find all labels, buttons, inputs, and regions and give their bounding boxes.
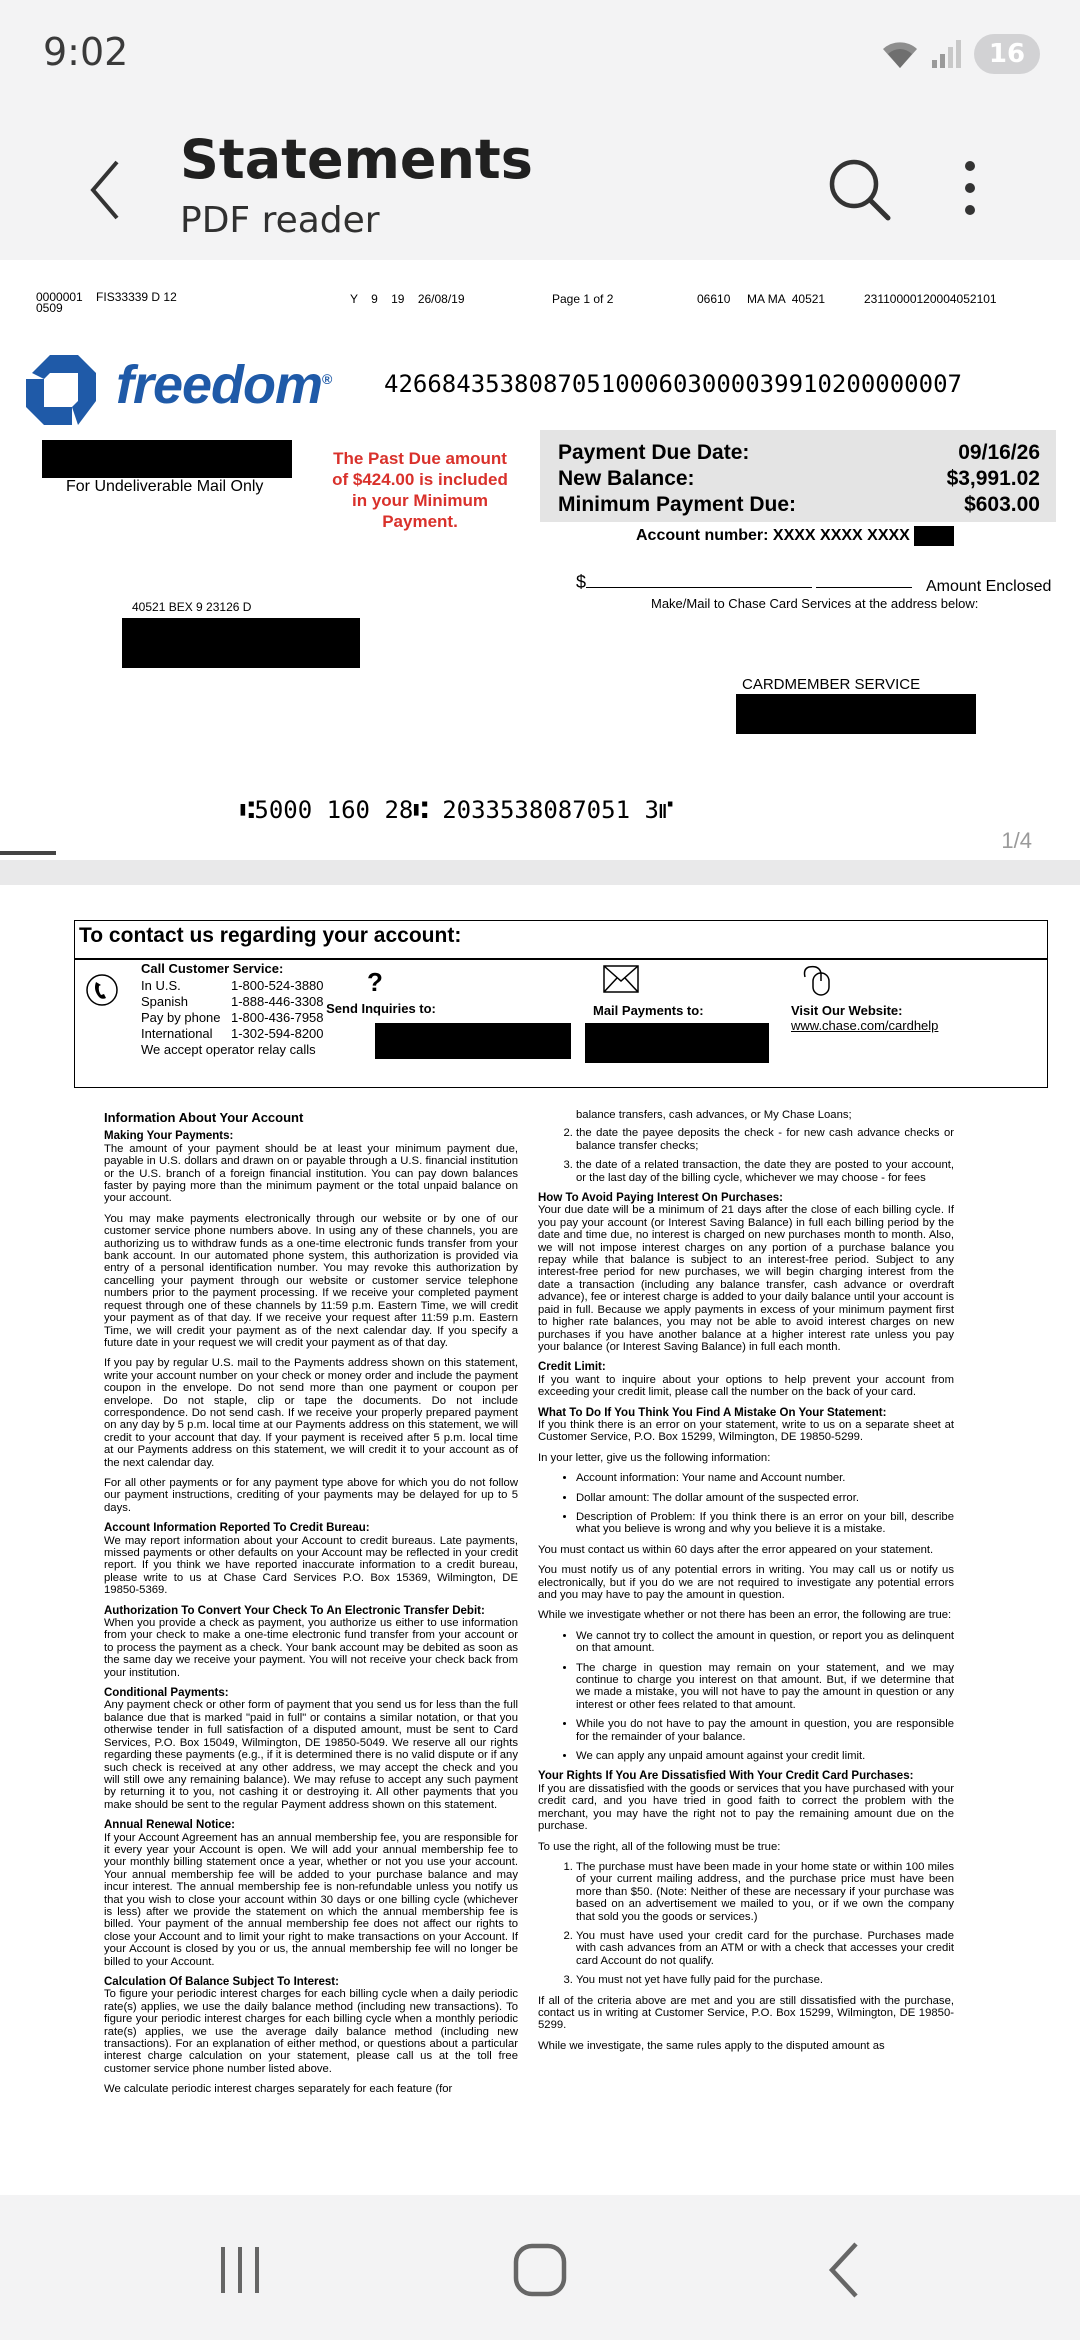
phone-number[interactable]: 1-800-524-3880	[231, 978, 324, 993]
payment-due-value: 09/16/26	[958, 441, 1040, 464]
paragraph: While we investigate whether or not there has been an error, the following are true:	[538, 1609, 952, 1622]
header-zip-code: 06610 MA MA 40521	[697, 292, 826, 306]
phone-list	[141, 978, 324, 1058]
phone-icon	[85, 973, 119, 1007]
header-reference: 23110000120004052101	[864, 292, 997, 306]
relay-note: We accept operator relay calls	[141, 1042, 316, 1057]
list-item: 2. You must have used your credit card for the purchase. Purchases made with cash advances from an ATM or with a check that accesses your credit card Account do not qualify.	[576, 1930, 954, 1967]
paragraph: If all of the criteria above are met and you are still dissatisfied with the purchase, contact us in writing at Customer Service, P.O. Box 15299, Wilmington, DE 19850-5299.	[538, 1994, 954, 2032]
redacted-payments-address	[585, 1023, 769, 1063]
paragraph: If you are dissatisfied with the goods or services that you have purchased with your credit card, and you have tried in good faith to correct the problem with the merchant, you may have the right not to pay the remaining amount due on the purchase.	[538, 1782, 954, 1833]
website-link[interactable]: www.chase.com/cardhelp	[791, 1018, 939, 1033]
info-right-column	[538, 1109, 954, 2060]
paragraph: You must notify us of any potential errors in writing. You may call us or notify us electronically, but if you do we are not required to investigate any potential errors and you may have to pay the amount in question.	[538, 1564, 954, 1601]
envelope-icon	[603, 965, 639, 993]
avoid-interest-heading: How To Avoid Paying Interest On Purchases:	[538, 1192, 783, 1205]
paragraph: If you want to inquire about your options to help prevent your account from exceeding your credit limit, please call the number on the back of your card.	[538, 1373, 954, 1399]
contact-divider	[75, 958, 1047, 960]
list-item: • We cannot try to collect the amount in question, or report you as delinquent on that amount.	[576, 1630, 954, 1655]
phone-label: In U.S.	[141, 978, 181, 993]
list-item: 3. You must not yet have fully paid for the purchase.	[576, 1974, 954, 1986]
paragraph: To use the right, all of the following must be true:	[538, 1840, 781, 1853]
list-item: • Account information: Your name and Account number.	[576, 1472, 954, 1484]
paragraph: For all other payments or for any payment type above for which you do not follow our payment instructions, crediting of your payments may be delayed for up to 5 days.	[104, 1476, 518, 1514]
paragraph: If your Account Agreement has an annual membership fee, you are responsible for it every year your Account is open. We will add your annual membership fee to your monthly billing statement once a year, whether or not you use your account. Your annual membership fee will be added to your purchase balance and may incur interest. The annual membership fee is non-refundable unless you notify us that you wish to close your account within 30 days or one billing cycle (whichever is less) after we provide the statement on which the annual membership fee is billed. Your payment of the annual membership fee does not affect our rights to close your Account and to limit your right to make transactions on your Account. If your Account is closed by you or us, the annual membership fee will no longer be billed to your Account.	[104, 1831, 518, 1968]
list-item: • We can apply any unpaid amount against your credit limit.	[576, 1750, 954, 1762]
header-page: Page 1 of 2	[552, 292, 614, 306]
mouse-icon	[801, 963, 837, 997]
redacted-remit-address	[736, 694, 976, 734]
freedom-logo: freedom®	[116, 355, 332, 415]
home-button[interactable]	[500, 2235, 580, 2305]
paragraph: We may report information about your Account to credit bureaus. Late payments, missed payments or other defaults on your Account may be reflected in your credit report. If you think we have reported inaccurate information to a credit bureau, please write to us at Chase Card Services P.O. Box 15369, Wilmington, DE 19850-5369.	[104, 1534, 518, 1597]
send-inquiries-label: Send Inquiries to:	[326, 1001, 436, 1016]
address-code: 40521 BEX 9 23126 D	[132, 600, 252, 614]
info-left-column	[104, 1112, 518, 2104]
phone-label: Pay by phone	[141, 1010, 221, 1025]
call-customer-service-label: Call Customer Service:	[141, 961, 284, 976]
navigation-bar	[0, 2195, 1080, 2340]
amount-enclosed-label: Amount Enclosed	[926, 578, 1052, 595]
status-icons	[880, 30, 1040, 78]
paragraph: If you think there is an error on your statement, write to us on a separate sheet at Customer Service, P.O. Box 15299, Wilmington, DE 19850-5299.	[538, 1418, 954, 1444]
cardmember-service: CARDMEMBER SERVICE	[742, 676, 921, 693]
recent-apps-icon	[215, 2243, 265, 2297]
recent-apps-button[interactable]	[200, 2235, 280, 2305]
search-icon	[820, 150, 900, 230]
search-button[interactable]	[820, 150, 900, 230]
list-item: • Dollar amount: The dollar amount of the suspected error.	[576, 1492, 954, 1504]
battery-icon: 16	[974, 34, 1040, 74]
phone-number[interactable]: 1-888-446-3308	[231, 994, 324, 1009]
paragraph: The amount of your payment should be at least your minimum payment due, payable in U.S. dollars and drawn on or payable through a U.S. financial institution or the U.S. branch of a foreign financial institution. You can pay down balances faster by paying more than the minimum payment or the total unpaid balance on your account.	[104, 1142, 518, 1205]
paragraph: You must contact us within 60 days after the error appeared on your statement.	[538, 1543, 934, 1556]
new-balance-value: $3,991.02	[946, 467, 1040, 490]
redacted-name	[42, 440, 292, 478]
phone-label: International	[141, 1026, 213, 1041]
phone-number[interactable]: 1-302-594-8200	[231, 1026, 324, 1041]
chase-logo-icon	[26, 355, 96, 425]
signal-icon	[930, 38, 964, 70]
redacted-address	[122, 618, 360, 668]
paragraph: If you pay by regular U.S. mail to the Payments address shown on this statement, write your account number on your check or money order and include the payment coupon in the envelope. Do not send more than one payment or coupon per envelope. Do not staple, clip or tape the documents. Do not include correspondence. Do not send cash. If we receive your properly prepared payment on any day by 5 p.m. local time at our Payments address on this statement, we will credit to your account that day. If your payment is received after 5 p.m. local time at our Payments address on this statement, we will credit it to your account as of the next calendar day.	[104, 1357, 518, 1469]
paragraph: You may make payments electronically through our website or by one of our customer service phone numbers above. In using any of these channels, you are authorizing us to withdraw funds as a one-time electronic funds transfer from your bank account. In our automated phone system, this authorization is provided via entry of a personal identification number. You may revoke this authorization by cancelling your payment through our website or customer service telephone numbers prior to the payment processing. If we receive your completed payment request through one of these channels by 11:59 p.m. Eastern Time, we will credit your payment as of that day. If we receive your request after 11:59 p.m. Eastern Time, we will credit your payment as of the next calendar day. If you specify a future date in your request we will credit your payment as of that day.	[104, 1212, 518, 1349]
paragraph: balance transfers, cash advances, or My Chase Loans;	[576, 1109, 852, 1121]
credit-limit-heading: Credit Limit:	[538, 1361, 606, 1374]
making-payments-heading: Making Your Payments:	[104, 1130, 234, 1143]
svg-text:?: ?	[367, 967, 383, 997]
account-number: Account number: XXXX XXXX XXXX	[636, 526, 954, 546]
undeliverable-label: For Undeliverable Mail Only	[66, 478, 264, 495]
home-icon	[510, 2240, 570, 2300]
min-payment-label: Minimum Payment Due:	[558, 493, 797, 516]
phone-number[interactable]: 1-800-436-7958	[231, 1010, 324, 1025]
app-bar	[0, 110, 1080, 260]
info-heading: Information About Your Account	[104, 1110, 304, 1125]
phone-label: Spanish	[141, 994, 188, 1009]
credit-bureau-heading: Account Information Reported To Credit Bureau:	[104, 1522, 370, 1535]
wifi-icon	[880, 38, 920, 70]
paragraph: While we investigate, the same rules apply to the disputed amount as	[538, 2039, 885, 2052]
page-title: Statements	[180, 128, 533, 191]
paragraph: Any payment check or other form of payment that you send us for less than the full balance due that is marked "paid in full" or contains a similar notation, or that you otherwise tender in full satisfaction of a disputed amount, must be sent to Card Services, P.O. Box 15049, Wilmington, DE 19850-5049. We reserve all our rights regarding these payments (e.g., if it is determined there is no valid dispute or if any such check is received at any other address, we may accept the check and you will still owe any remaining balance). We may refuse to accept any such payment by returning it to you, not cashing it or destroying it. All other payments that you make should be sent to the regular Payment address shown on this statement.	[104, 1699, 518, 1811]
pdf-page-2[interactable]	[0, 885, 1080, 2195]
scroll-thumb[interactable]	[0, 851, 56, 855]
scan-line: 4266843538087051000603000039910200000007	[384, 370, 962, 398]
conditional-payments-heading: Conditional Payments:	[104, 1687, 229, 1700]
header-date-code: Y 9 19 26/08/19	[350, 292, 465, 306]
annual-renewal-heading: Annual Renewal Notice:	[104, 1819, 235, 1832]
more-options-button[interactable]	[948, 150, 992, 230]
dissatisfied-heading: Your Rights If You Are Dissatisfied With Your Credit Card Purchases:	[538, 1770, 914, 1783]
past-due-notice: The Past Due amount of $424.00 is included in your Minimum Payment.	[332, 449, 508, 531]
question-icon	[365, 967, 385, 997]
back-button[interactable]	[70, 150, 140, 230]
nav-back-button[interactable]	[804, 2235, 884, 2305]
header-account-code: 0000001 FIS33339 D 12 0509	[36, 290, 177, 315]
visit-website-label: Visit Our Website:	[791, 1003, 903, 1018]
paragraph: We calculate periodic interest charges separately for each feature (for	[104, 2083, 453, 2096]
paragraph: To figure your periodic interest charges for each billing cycle when a daily periodic rate(s) applies, we use the daily balance method (including new transactions). To figure your periodic interest charges for each billing cycle when a monthly periodic rate(s) applies, we use the average daily balance method (including new transactions). For an explanation of either method, or questions about a particular interest charge calculation on your statement, please call us at the toll free customer service phone number listed above.	[104, 1988, 518, 2075]
balance-calculation-heading: Calculation Of Balance Subject To Interest:	[104, 1976, 339, 1988]
min-payment-value: $603.00	[964, 493, 1040, 516]
payment-summary-box	[540, 430, 1056, 522]
redacted-inquiries-address	[375, 1023, 571, 1059]
make-mail-label: Make/Mail to Chase Card Services at the address below:	[651, 596, 979, 611]
mail-payments-label: Mail Payments to:	[593, 1003, 704, 1018]
list-item: 1. The purchase must have been made in your home state or within 100 miles of your current mailing address, and the purchase price must have been more than $50. (Note: Neither of these are necessary if your purchase was based on an advertisement we mailed to you, or if we own the company that sold you the goods or services.)	[576, 1861, 954, 1923]
payment-due-label: Payment Due Date:	[558, 441, 750, 464]
amount-enclosed-line: $	[576, 572, 912, 593]
contact-box	[74, 920, 1048, 1088]
new-balance-label: New Balance:	[558, 467, 695, 490]
micr-line: ⑆5000 160 28⑆ 2033538087051 3⑈	[240, 796, 674, 824]
paragraph: When you provide a check as payment, you authorize us either to use information from your check to make a one-time electronic fund transfer from your account or to process the payment as a check. Your bank account may be debited as soon as the same day we receive your payment. You will not receive your check back from your institution.	[104, 1617, 518, 1679]
more-vertical-icon	[948, 150, 992, 230]
status-bar	[0, 0, 1080, 110]
list-item: 2. the date the payee deposits the check - for new cash advance checks or balance transfer checks;	[576, 1127, 954, 1152]
pdf-page-1[interactable]	[0, 260, 1080, 860]
back-icon	[824, 2240, 864, 2300]
list-item: • The charge in question may remain on your statement, and we may continue to charge you interest on that amount. But, if we determine that we made a mistake, you will not have to pay the amount in question or any interest or other fees related to that amount.	[576, 1662, 954, 1712]
page-subtitle: PDF reader	[180, 200, 380, 241]
paragraph: In your letter, give us the following information:	[538, 1451, 771, 1464]
list-item: 3. the date of a related transaction, the date they are posted to your account, or the last day of the billing cycle, whichever we may choose - for fees	[576, 1159, 954, 1184]
status-time: 9:02	[43, 30, 129, 74]
check-conversion-heading: Authorization To Convert Your Check To An Electronic Transfer Debit:	[104, 1604, 485, 1617]
list-item: • While you do not have to pay the amount in question, you are responsible for the remainder of your balance.	[576, 1718, 954, 1743]
chevron-left-icon	[85, 158, 125, 222]
mistake-heading: What To Do If You Think You Find A Mistake On Your Statement:	[538, 1406, 887, 1419]
list-item: • Description of Problem: If you think there is an error on your bill, describe what you believe is wrong and why you believe it is a mistake.	[576, 1511, 954, 1536]
contact-title: To contact us regarding your account:	[79, 924, 462, 947]
page-indicator: 1/4	[1001, 828, 1032, 853]
paragraph: Your due date will be a minimum of 21 days after the close of each billing cycle. If you pay your account (or Interest Saving Balance) in full each billing period by the date and time due, no interest is charged on new purchases month to month. Also, we will not impose interest charges on any portion of a purchase balance you repay while that balance is subject to an interest-free period. Subject to any interest-free period for new purchases, we will begin charging interest from the date a transaction (including any balance transfer, cash advance or overdraft advance), fee or interest charge is added to your daily balance until your account is paid in full. Because we apply payments in excess of your minimum payment first to higher rate balances, you may not be able to avoid interest charges on new purchases if you have another balance at a higher interest rate unless you pay your balance (or Interest Saving Balance) in full each month.	[538, 1204, 954, 1353]
